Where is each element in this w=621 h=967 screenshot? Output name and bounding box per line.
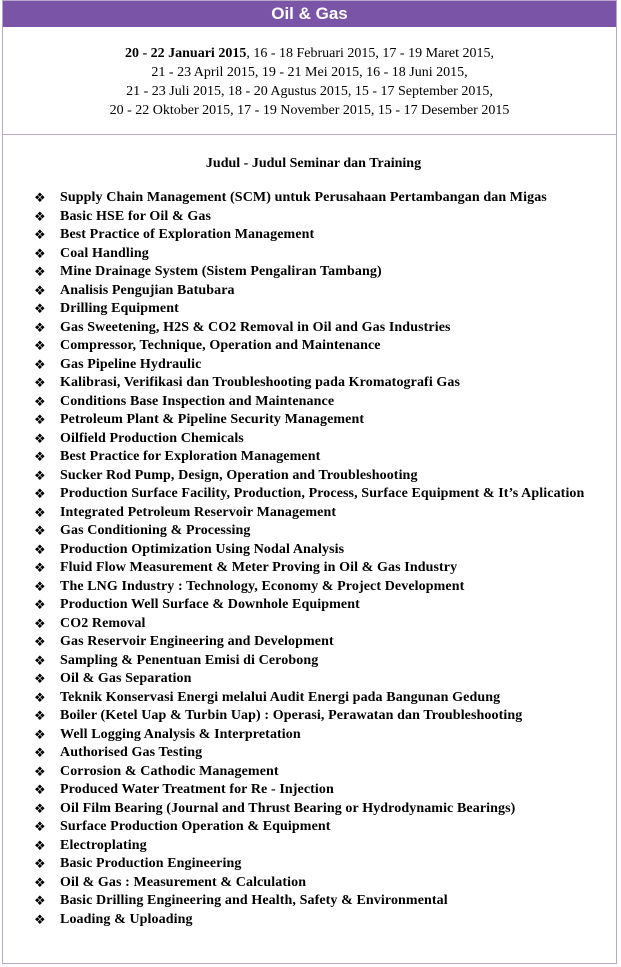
topic-label: Basic HSE for Oil & Gas <box>60 208 211 224</box>
topic-label: Production Well Surface & Downhole Equipment <box>60 597 360 612</box>
list-item <box>3 559 616 578</box>
diamond-bullet-icon: ❖ <box>34 763 46 779</box>
topic-label: Teknik Konservasi Energi melalui Audit Energi pada Bangunan Gedung <box>60 689 501 705</box>
topic-label: Oil & Gas : Measurement & Calculation <box>60 874 307 890</box>
diamond-bullet-icon: ❖ <box>34 208 46 224</box>
list-item <box>3 300 616 319</box>
list-item <box>3 226 616 245</box>
list-item <box>3 356 616 375</box>
diamond-bullet-icon: ❖ <box>34 671 46 686</box>
diamond-bullet-icon: ❖ <box>34 375 46 390</box>
diamond-bullet-icon: ❖ <box>34 800 46 816</box>
list-item <box>3 485 616 504</box>
topic-label: Best Practice of Exploration Management <box>60 227 315 242</box>
dates-line-1-rest: , 16 - 18 Februari 2015, 17 - 19 Maret 2015, <box>246 46 495 61</box>
topic-label: Basic Drilling Engineering and Health, Safety & Environmental <box>60 893 448 908</box>
topic-label: Gas Pipeline Hydraulic <box>60 356 202 372</box>
diamond-bullet-icon: ❖ <box>34 560 46 575</box>
list-item <box>3 245 616 264</box>
oil-gas-table <box>2 0 617 964</box>
page-title: Oil & Gas <box>3 1 616 27</box>
diamond-bullet-icon: ❖ <box>34 486 46 501</box>
list-item <box>3 726 616 745</box>
diamond-bullet-icon: ❖ <box>34 190 46 205</box>
topic-label: Well Logging Analysis & Interpretation <box>60 726 301 742</box>
topic-label: CO2 Removal <box>60 615 146 631</box>
diamond-bullet-icon: ❖ <box>34 245 46 261</box>
list-item <box>3 504 616 523</box>
topics-section <box>3 155 616 929</box>
dates-line-3: 21 - 23 Juli 2015, 18 - 20 Agustus 2015, 15 - 17 September 2015, <box>126 84 493 99</box>
topic-label: Mine Drainage System (Sistem Pengaliran Tambang) <box>60 264 382 279</box>
topic-label: Coal Handling <box>60 245 149 261</box>
list-item <box>3 208 616 227</box>
diamond-bullet-icon: ❖ <box>34 874 46 890</box>
topic-label: Electroplating <box>60 837 147 853</box>
list-item <box>3 393 616 412</box>
topic-label: Supply Chain Management (SCM) untuk Perusahaan Pertambangan dan Migas <box>60 190 547 205</box>
diamond-bullet-icon: ❖ <box>34 893 46 908</box>
topic-label: Analisis Pengujian Batubara <box>60 282 235 298</box>
topic-label: Sucker Rod Pump, Design, Operation and Troubleshooting <box>60 467 418 483</box>
topic-label: Oilfield Production Chemicals <box>60 430 244 446</box>
topic-label: Production Surface Facility, Production, Process, Surface Equipment & It’s Aplication <box>60 486 585 501</box>
topic-label: Surface Production Operation & Equipment <box>60 819 331 834</box>
diamond-bullet-icon: ❖ <box>34 264 46 279</box>
diamond-bullet-icon: ❖ <box>34 911 46 927</box>
topic-label: Gas Conditioning & Processing <box>60 523 251 538</box>
list-item <box>3 633 616 652</box>
list-item <box>3 541 616 560</box>
list-item <box>3 615 616 634</box>
list-item <box>3 689 616 708</box>
diamond-bullet-icon: ❖ <box>34 523 46 538</box>
diamond-bullet-icon: ❖ <box>34 578 46 594</box>
diamond-bullet-icon: ❖ <box>34 782 46 797</box>
dates-line-4: 20 - 22 Oktober 2015, 17 - 19 November 2015, 15 - 17 Desember 2015 <box>109 103 510 118</box>
list-item <box>3 189 616 208</box>
list-item <box>3 430 616 449</box>
diamond-bullet-icon: ❖ <box>34 393 46 409</box>
topic-label: Gas Sweetening, H2S & CO2 Removal in Oil and Gas Industries <box>60 319 451 335</box>
diamond-bullet-icon: ❖ <box>34 430 46 446</box>
list-item <box>3 522 616 541</box>
list-item <box>3 911 616 930</box>
schedule-dates <box>3 27 616 135</box>
list-item <box>3 707 616 726</box>
topic-label: Conditions Base Inspection and Maintenance <box>60 393 335 409</box>
topic-label: Kalibrasi, Verifikasi dan Troubleshooting pada Kromatografi Gas <box>60 375 461 390</box>
topic-label: Best Practice for Exploration Management <box>60 449 321 464</box>
list-item <box>3 263 616 282</box>
diamond-bullet-icon: ❖ <box>34 615 46 631</box>
topic-label: Petroleum Plant & Pipeline Security Management <box>60 412 365 427</box>
diamond-bullet-icon: ❖ <box>34 597 46 612</box>
list-item <box>3 467 616 486</box>
list-item <box>3 411 616 430</box>
diamond-bullet-icon: ❖ <box>34 412 46 427</box>
topic-label: Boiler (Ketel Uap & Turbin Uap) : Operasi, Perawatan dan Troubleshooting <box>60 708 523 723</box>
topic-label: Drilling Equipment <box>60 301 179 316</box>
diamond-bullet-icon: ❖ <box>34 319 46 335</box>
diamond-bullet-icon: ❖ <box>34 689 46 705</box>
list-item <box>3 670 616 689</box>
topic-label: Oil & Gas Separation <box>60 671 192 686</box>
list-item <box>3 837 616 856</box>
diamond-bullet-icon: ❖ <box>34 301 46 316</box>
topic-label: Fluid Flow Measurement & Meter Proving in Oil & Gas Industry <box>60 560 458 575</box>
diamond-bullet-icon: ❖ <box>34 504 46 520</box>
list-item <box>3 781 616 800</box>
topics-list <box>3 189 616 929</box>
diamond-bullet-icon: ❖ <box>34 541 46 557</box>
topic-label: Oil Film Bearing (Journal and Thrust Bearing or Hydrodynamic Bearings) <box>60 800 516 816</box>
topic-label: Loading & Uploading <box>60 911 193 927</box>
diamond-bullet-icon: ❖ <box>34 634 46 649</box>
list-item <box>3 855 616 874</box>
list-item <box>3 448 616 467</box>
diamond-bullet-icon: ❖ <box>34 338 46 353</box>
diamond-bullet-icon: ❖ <box>34 467 46 483</box>
topic-label: Corrosion & Cathodic Management <box>60 763 279 779</box>
diamond-bullet-icon: ❖ <box>34 227 46 242</box>
diamond-bullet-icon: ❖ <box>34 356 46 372</box>
list-item <box>3 800 616 819</box>
list-item <box>3 596 616 615</box>
diamond-bullet-icon: ❖ <box>34 819 46 834</box>
topic-label: Authorised Gas Testing <box>60 745 203 760</box>
list-item <box>3 652 616 671</box>
diamond-bullet-icon: ❖ <box>34 652 46 668</box>
diamond-bullet-icon: ❖ <box>34 837 46 853</box>
list-item <box>3 337 616 356</box>
list-item <box>3 578 616 597</box>
dates-line-1 <box>3 44 616 63</box>
diamond-bullet-icon: ❖ <box>34 282 46 298</box>
diamond-bullet-icon: ❖ <box>34 745 46 760</box>
section-title: Judul - Judul Seminar dan Training <box>205 156 422 171</box>
topic-label: Compressor, Technique, Operation and Maintenance <box>60 338 381 353</box>
list-item <box>3 282 616 301</box>
list-item <box>3 763 616 782</box>
topic-label: Integrated Petroleum Reservoir Management <box>60 504 337 520</box>
topic-label: Sampling & Penentuan Emisi di Cerobong <box>60 652 319 668</box>
dates-line-2: 21 - 23 April 2015, 19 - 21 Mei 2015, 16 - 18 Juni 2015, <box>151 65 468 80</box>
list-item <box>3 744 616 763</box>
topic-label: Basic Production Engineering <box>60 856 242 871</box>
dates-first-bold: 20 - 22 Januari 2015 <box>124 46 247 61</box>
list-item <box>3 374 616 393</box>
topic-label: Produced Water Treatment for Re - Injection <box>60 782 334 797</box>
diamond-bullet-icon: ❖ <box>34 726 46 742</box>
topic-label: The LNG Industry : Technology, Economy & Project Development <box>60 578 465 594</box>
diamond-bullet-icon: ❖ <box>34 856 46 871</box>
list-item <box>3 874 616 893</box>
list-item <box>3 319 616 338</box>
topic-label: Production Optimization Using Nodal Analysis <box>60 541 345 557</box>
list-item <box>3 818 616 837</box>
topic-label: Gas Reservoir Engineering and Development <box>60 634 334 649</box>
diamond-bullet-icon: ❖ <box>34 449 46 464</box>
list-item <box>3 892 616 911</box>
diamond-bullet-icon: ❖ <box>34 708 46 723</box>
